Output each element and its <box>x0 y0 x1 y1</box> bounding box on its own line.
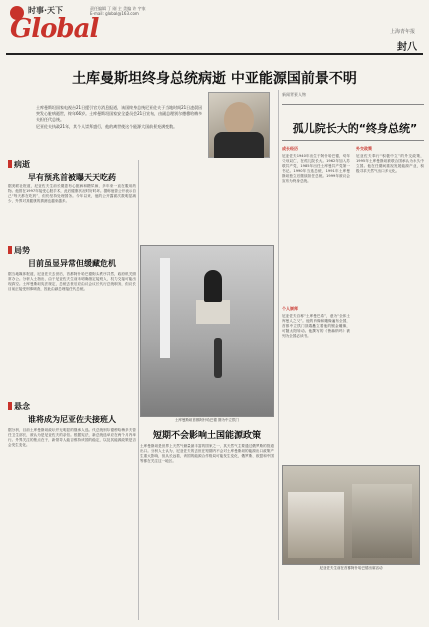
section-title-illness: 病逝 <box>14 160 30 169</box>
section-marker-icon <box>8 246 12 254</box>
column-divider <box>278 90 279 620</box>
guard-soldier <box>214 338 222 378</box>
monument-statue <box>204 270 222 302</box>
section-marker-icon <box>8 402 12 410</box>
column-divider <box>138 160 139 620</box>
section-subtitle-suspense: 谁将成为尼亚佐夫接班人 <box>28 415 116 424</box>
portrait-suit <box>214 132 264 158</box>
title-rule <box>282 140 424 141</box>
section-body-illness: 据美联社报道，尼亚佐夫生前长期患有心脏病和糖尿病，多年来一直在服用药物。他曾在1997年接受心脏手术，此后健康状况时好时坏。据称他曾公开表示自己“每天都在吃药”，但仍坚持处理国务。今年以来，他的公开露面次数明显减少，外界对其健康的猜测也越来越多。 <box>8 184 136 203</box>
energy-article-title: 短期不会影响土国能源政策 <box>152 431 261 441</box>
profile-body-growth: 尼亚佐夫1940年出生于阿什哈巴德，幼年父母双亡，在孤儿院长大。1962年加入苏联共产党，1985年出任土库曼共产党第一书记。1990年当选总统，1991年土库曼斯坦独立后继续担任总统。1999年被议会宣布为终身总统。 <box>282 154 350 183</box>
subsection-growth: 成长经历 <box>282 146 298 151</box>
event-photo-left <box>288 492 344 558</box>
section-title-situation: 局势 <box>14 246 30 255</box>
profile-body-cult: 尼亚佐夫自称“土库曼巴希”，意为“全体土库曼人之父”。他的肖像和雕像遍布全国，首都中立拱门顶端矗立着他的镀金雕像，可随太阳转动。他撰写的《鲁赫纳玛》被列为全国必读书。 <box>282 314 350 338</box>
portrait-face <box>224 102 254 136</box>
subsection-cult: 个人崇拜 <box>282 306 298 311</box>
newspaper-name: 上海青年报 <box>389 29 415 35</box>
energy-article-body: 土库曼斯坦是世界上天然气储量最丰富的国家之一，其天然气主要通过俄罗斯的管道出口。分析人士认为，尼亚佐夫的去世在短期内不会对土库曼斯坦的能源出口政策产生重大影响，但从长远看，该国的能源合作格局可能发生变化，俄罗斯、欧盟和中国等都在关注这一地区。 <box>140 444 274 463</box>
event-photo-caption: 尼亚佐夫生前在首都阿什哈巴德出席活动 <box>319 566 383 570</box>
lead-paragraph: 土库曼斯坦国家电视台21日援引官方消息报道，该国终身总统尼亚佐夫于当地时间21日凌晨因突发心脏病逝世，终年66岁。土库曼斯坦国家安全委员会21日宣布，由副总理别尔德穆哈梅多夫担任代总统。 尼亚佐夫执政21年，其个人崇拜盛行，他的离世使这个能源大国前景充满变数。 <box>36 105 203 129</box>
section-subtitle-illness: 早有预兆首被曝天天吃药 <box>28 173 116 182</box>
header-rule <box>6 53 423 55</box>
photo-caption: 土库曼斯坦首都阿什哈巴德 图为中立拱门 <box>174 418 240 422</box>
monument-tower <box>160 258 170 358</box>
background-banner: 新闻背景人物 <box>282 92 306 97</box>
page-label: 封八 <box>397 42 417 53</box>
logo: Global <box>10 14 99 44</box>
section-body-situation: 据当地媒体报道，尼亚佐夫去世后，首都阿什哈巴德街头秩序井然，政府机关照常办公。分析人士指出，由于尼亚佐夫生前未明确指定接班人，权力交接可能出现真空。土库曼斯坦宪法规定，总统去世后应由议会议长代行总统职务，但议长目前正接受刑事调查，因此由副总理接任代总统。 <box>8 272 136 291</box>
profile-title: 孤儿院长大的“终身总统” <box>292 122 418 135</box>
profile-body-foreign: 尼亚佐夫奉行“积极中立”的外交政策，1995年土库曼斯坦被联合国承认为永久中立国。他在任期间重视发展能源产业，积极寻求天然气出口多元化。 <box>356 154 424 173</box>
header-info: 责任编辑 丁 刚 主 美编 许 宇家 E-mail: global@163.com <box>90 6 146 16</box>
monument-pedestal <box>196 300 230 324</box>
section-subtitle-situation: 目前虽显异常但缓藏危机 <box>28 259 116 268</box>
section-marker-icon <box>8 160 12 168</box>
banner-rule <box>282 104 424 105</box>
section-body-suspense: 据分析，目前土库曼斯坦政坛并无明显的继承人选。代总统别尔德穆哈梅多夫曾任卫生部长，被认为是尼亚佐夫的亲信。根据宪法，新总统选举应在两个月内举行。外界关注的焦点在于，新领导人能否维持该国的稳定，以及其能源政策是否会发生变化。 <box>8 428 136 447</box>
subsection-foreign: 外交政策 <box>356 146 372 151</box>
section-label: 时事·天下 <box>28 6 64 15</box>
section-title-suspense: 悬念 <box>14 402 30 411</box>
event-photo-right <box>352 484 412 558</box>
main-headline: 土库曼斯坦终身总统病逝 中亚能源国前景不明 <box>72 71 357 87</box>
